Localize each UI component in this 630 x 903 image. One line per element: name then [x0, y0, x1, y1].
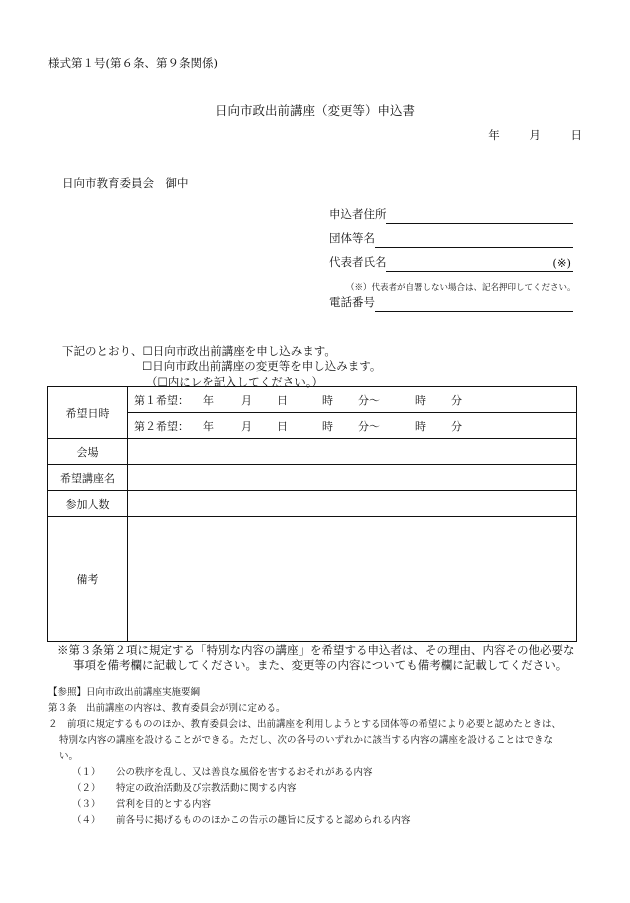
lecture-header: 希望講座名 — [48, 465, 128, 491]
applicant-address-field[interactable] — [329, 207, 573, 224]
reference-para2-line1: ２ 前項に規定するもののほか、教育委員会は、出前講座を利用しようとする団体等の希望により必要と認めたときは、 — [48, 719, 562, 730]
reference-item — [48, 813, 588, 829]
table-row — [48, 465, 577, 491]
form-number: 様式第１号(第６条、第９条関係) — [48, 56, 218, 70]
choice2-month: 月 — [241, 419, 252, 433]
reference-item-number: （４） — [72, 815, 101, 826]
choice1-month: 月 — [241, 393, 252, 407]
choice2-hour-to: 時 — [415, 419, 426, 433]
choice2-cell[interactable] — [128, 413, 577, 439]
representative-name-label: 代表者氏名 — [329, 255, 387, 269]
table-row — [48, 517, 577, 642]
venue-header: 会場 — [48, 439, 128, 465]
choice1-cell[interactable] — [128, 387, 577, 413]
reference-item-number: （２） — [72, 783, 101, 794]
choice1-hour: 時 — [322, 393, 333, 407]
date-month: 月 — [529, 128, 541, 142]
choice1-datetime — [134, 392, 462, 408]
reference-item — [48, 765, 588, 781]
reference-item — [48, 781, 588, 797]
addressee: 日向市教育委員会 御中 — [62, 176, 189, 190]
date-header: 希望日時 — [48, 387, 128, 439]
choice2-minute-from: 分～ — [358, 419, 380, 433]
group-name-line — [375, 247, 573, 248]
representative-note: （※）代表者が自署しない場合は、記名押印してください。 — [346, 283, 576, 293]
table-row — [48, 387, 577, 413]
applicant-address-label: 申込者住所 — [329, 207, 387, 221]
reference-item-text: 前各号に掲げるもののほかこの告示の趣旨に反すると認められる内容 — [116, 815, 411, 826]
choice2-datetime — [134, 418, 462, 434]
choice2-label: 第２希望： — [134, 419, 189, 433]
phone-label: 電話番号 — [329, 295, 375, 309]
application-table — [47, 386, 577, 642]
representative-name-field[interactable] — [329, 255, 573, 272]
reference-item-text: 公の秩序を乱し、又は善良な風俗を害するおそれがある内容 — [116, 767, 373, 778]
phone-field[interactable] — [329, 295, 573, 312]
remarks-cell[interactable] — [128, 517, 577, 642]
choice1-label: 第１希望： — [134, 393, 189, 407]
table-row — [48, 413, 577, 439]
choice1-minute-from: 分～ — [358, 393, 380, 407]
participants-cell[interactable] — [128, 491, 577, 517]
table-row — [48, 491, 577, 517]
notice-line2: 事項を備考欄に記載してください。また、変更等の内容についても備考欄に記載してください。 — [73, 658, 568, 672]
date-day: 日 — [570, 128, 582, 142]
group-name-label: 団体等名 — [329, 231, 375, 245]
notice-line1: ※第３条第２項に規定する「特別な内容の講座」を希望する申込者は、その理由、内容その他必要な — [57, 643, 575, 657]
choice1-year: 年 — [203, 393, 214, 407]
participants-header: 参加人数 — [48, 491, 128, 517]
form-title: 日向市政出前講座（変更等）申込書 — [214, 103, 415, 118]
choice2-year: 年 — [203, 419, 214, 433]
reference-para2-line3: い。 — [59, 751, 79, 762]
reference-article3: 第３条 出前講座の内容は、教育委員会が別に定める。 — [48, 703, 286, 714]
representative-name-line — [386, 271, 573, 272]
reference-item-number: （１） — [72, 767, 101, 778]
reference-item-text: 営利を目的とする内容 — [116, 799, 212, 810]
intro-apply-checkbox[interactable]: 下記のとおり、☐日向市政出前講座を申し込みます。 — [62, 344, 336, 358]
choice1-minute-to: 分 — [451, 393, 462, 407]
representative-mark: (※) — [552, 256, 571, 270]
reference-item-text: 特定の政治活動及び宗教活動に関する内容 — [116, 783, 297, 794]
remarks-header: 備考 — [48, 517, 128, 642]
choice1-day: 日 — [277, 393, 288, 407]
venue-cell[interactable] — [128, 439, 577, 465]
lecture-cell[interactable] — [128, 465, 577, 491]
choice2-hour: 時 — [322, 419, 333, 433]
choice2-day: 日 — [277, 419, 288, 433]
table-row — [48, 439, 577, 465]
reference-item — [48, 797, 588, 813]
phone-line — [375, 311, 573, 312]
intro-change-checkbox[interactable]: ☐日向市政出前講座の変更等を申し込みます。 — [142, 359, 382, 373]
group-name-field[interactable] — [329, 231, 573, 248]
reference-para2-line2: 特別な内容の講座を設けることができる。ただし、次の各号のいずれかに該当する内容の講座を設けることはできな — [59, 735, 554, 746]
reference-section — [48, 685, 588, 829]
date-line[interactable] — [462, 127, 582, 143]
applicant-address-line — [386, 223, 573, 224]
reference-item-number: （３） — [72, 799, 101, 810]
intro-instruction: （☐内にレを記入してください。） — [146, 375, 324, 389]
reference-heading: 【参照】日向市政出前講座実施要綱 — [48, 687, 201, 698]
choice1-hour-to: 時 — [415, 393, 426, 407]
choice2-minute-to: 分 — [451, 419, 462, 433]
date-year: 年 — [488, 128, 500, 142]
special-lecture-notice — [57, 643, 597, 673]
